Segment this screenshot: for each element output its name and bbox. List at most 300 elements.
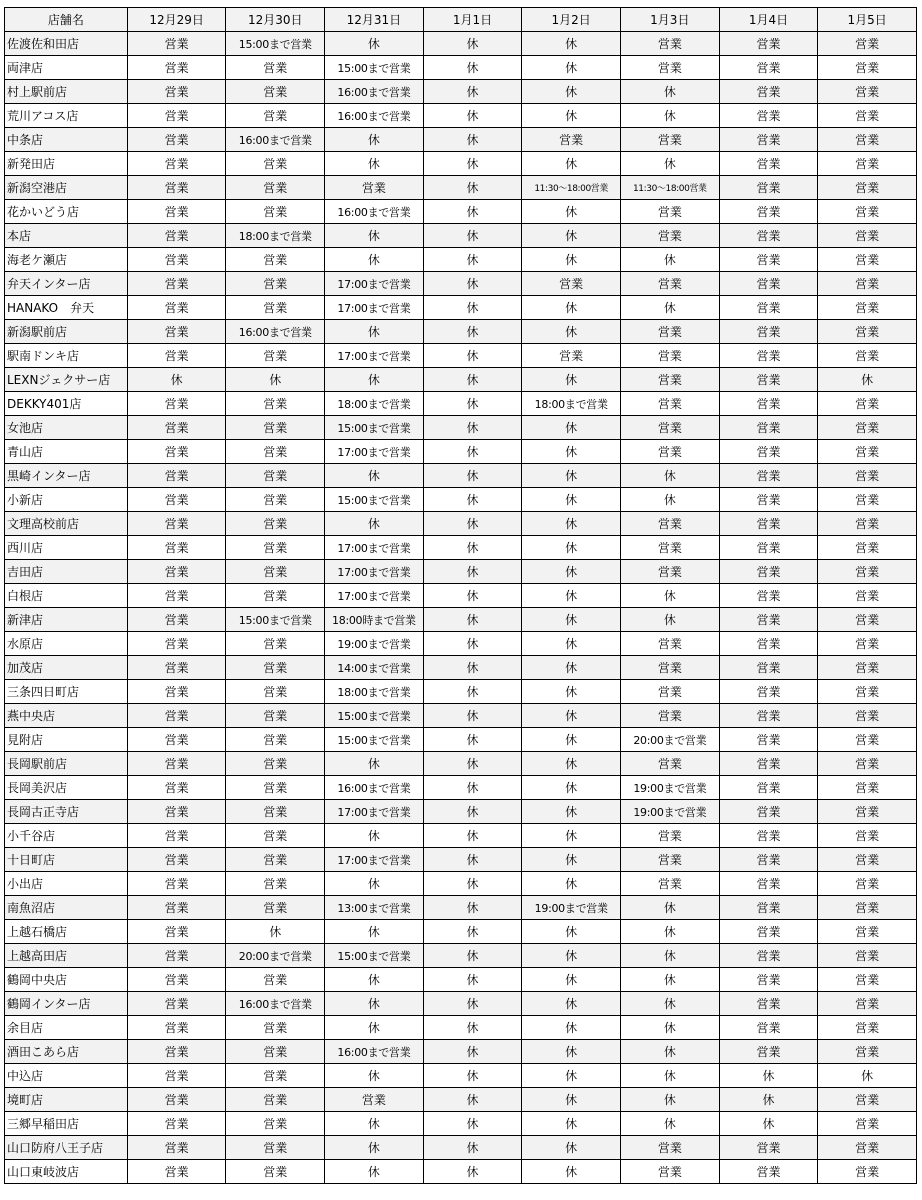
- hours-cell: 営業: [719, 200, 818, 224]
- header-date: 12月30日: [226, 8, 325, 32]
- hours-cell: 休: [325, 1160, 424, 1184]
- hours-cell: 営業: [127, 176, 226, 200]
- hours-cell: 営業: [226, 464, 325, 488]
- hours-cell: 営業: [818, 1160, 917, 1184]
- hours-cell: 営業: [226, 1136, 325, 1160]
- hours-cell: 営業: [719, 872, 818, 896]
- hours-cell: 営業: [818, 440, 917, 464]
- hours-cell: 休: [621, 1016, 720, 1040]
- hours-cell: 営業: [719, 488, 818, 512]
- hours-cell: 17:00まで営業: [325, 848, 424, 872]
- hours-cell: 休: [522, 1112, 621, 1136]
- hours-cell: 休: [719, 1064, 818, 1088]
- hours-cell: 休: [325, 920, 424, 944]
- hours-cell: 休: [423, 560, 522, 584]
- hours-cell: 休: [522, 560, 621, 584]
- hours-cell: 営業: [226, 1160, 325, 1184]
- hours-cell: 営業: [127, 104, 226, 128]
- hours-cell: 休: [423, 824, 522, 848]
- hours-cell: 営業: [818, 800, 917, 824]
- hours-cell: 休: [621, 968, 720, 992]
- hours-cell: 営業: [621, 752, 720, 776]
- hours-cell: 営業: [226, 776, 325, 800]
- hours-cell: 営業: [127, 320, 226, 344]
- hours-cell: 19:00まで営業: [522, 896, 621, 920]
- store-name-cell: 白根店: [5, 584, 128, 608]
- hours-cell: 営業: [226, 1064, 325, 1088]
- hours-cell: 営業: [522, 272, 621, 296]
- hours-cell: 休: [423, 464, 522, 488]
- hours-cell: 営業: [127, 704, 226, 728]
- table-row: [5, 176, 917, 200]
- hours-cell: 休: [423, 392, 522, 416]
- hours-cell: 営業: [818, 320, 917, 344]
- hours-cell: 18:00まで営業: [522, 392, 621, 416]
- hours-cell: 16:00まで営業: [325, 200, 424, 224]
- hours-cell: 営業: [719, 224, 818, 248]
- table-row: [5, 128, 917, 152]
- hours-cell: 営業: [127, 128, 226, 152]
- hours-cell: 18:00まで営業: [226, 224, 325, 248]
- hours-cell: 休: [325, 368, 424, 392]
- header-date: 1月3日: [621, 8, 720, 32]
- hours-cell: 営業: [719, 704, 818, 728]
- hours-cell: 15:00まで営業: [226, 32, 325, 56]
- hours-cell: 休: [423, 632, 522, 656]
- hours-cell: 休: [325, 1064, 424, 1088]
- store-name-cell: 鶴岡中央店: [5, 968, 128, 992]
- hours-cell: 営業: [719, 968, 818, 992]
- hours-cell: 休: [423, 32, 522, 56]
- hours-cell: 休: [522, 632, 621, 656]
- table-row: [5, 824, 917, 848]
- hours-cell: 営業: [127, 536, 226, 560]
- hours-cell: 休: [423, 1040, 522, 1064]
- table-row: [5, 200, 917, 224]
- table-row: [5, 368, 917, 392]
- hours-cell: 休: [621, 1064, 720, 1088]
- hours-cell: 15:00まで営業: [325, 416, 424, 440]
- hours-cell: 休: [621, 488, 720, 512]
- table-row: [5, 968, 917, 992]
- hours-cell: 営業: [226, 1112, 325, 1136]
- hours-cell: 営業: [719, 656, 818, 680]
- hours-cell: 営業: [226, 176, 325, 200]
- hours-cell: 休: [522, 944, 621, 968]
- hours-cell: 営業: [226, 272, 325, 296]
- hours-cell: 休: [423, 584, 522, 608]
- store-name-cell: 山口防府八王子店: [5, 1136, 128, 1160]
- hours-cell: 休: [522, 440, 621, 464]
- hours-cell: 休: [522, 608, 621, 632]
- hours-cell: 営業: [127, 200, 226, 224]
- hours-cell: 営業: [226, 560, 325, 584]
- hours-cell: 休: [522, 488, 621, 512]
- hours-cell: 休: [325, 992, 424, 1016]
- hours-cell: 営業: [226, 104, 325, 128]
- hours-cell: 営業: [127, 152, 226, 176]
- store-name-cell: 燕中央店: [5, 704, 128, 728]
- store-name-cell: 十日町店: [5, 848, 128, 872]
- hours-cell: 営業: [719, 104, 818, 128]
- hours-cell: 休: [818, 1064, 917, 1088]
- store-name-cell: 西川店: [5, 536, 128, 560]
- holiday-hours-sheet: [4, 7, 917, 1184]
- hours-cell: 営業: [226, 416, 325, 440]
- hours-cell: 営業: [621, 824, 720, 848]
- hours-cell: 休: [423, 944, 522, 968]
- hours-cell: 休: [522, 656, 621, 680]
- hours-cell: 休: [423, 776, 522, 800]
- hours-cell: 営業: [719, 176, 818, 200]
- hours-cell: 営業: [818, 992, 917, 1016]
- hours-cell: 18:00まで営業: [325, 680, 424, 704]
- store-name-cell: 上越高田店: [5, 944, 128, 968]
- hours-cell: 営業: [127, 872, 226, 896]
- hours-cell: 15:00まで営業: [325, 704, 424, 728]
- hours-cell: 営業: [226, 632, 325, 656]
- hours-cell: 16:00まで営業: [325, 80, 424, 104]
- hours-cell: 営業: [719, 800, 818, 824]
- store-name-cell: 中込店: [5, 1064, 128, 1088]
- hours-cell: 16:00まで営業: [226, 128, 325, 152]
- holiday-hours-table: [4, 7, 917, 1184]
- store-name-cell: 小千谷店: [5, 824, 128, 848]
- hours-cell: 営業: [719, 560, 818, 584]
- store-name-cell: 文理高校前店: [5, 512, 128, 536]
- table-row: [5, 632, 917, 656]
- hours-cell: 営業: [226, 440, 325, 464]
- hours-cell: 休: [522, 800, 621, 824]
- hours-cell: 営業: [226, 680, 325, 704]
- hours-cell: 営業: [226, 56, 325, 80]
- hours-cell: 営業: [719, 1016, 818, 1040]
- hours-cell: 営業: [127, 416, 226, 440]
- hours-cell: 営業: [818, 1040, 917, 1064]
- hours-cell: 休: [325, 128, 424, 152]
- hours-cell: 休: [522, 992, 621, 1016]
- table-row: [5, 488, 917, 512]
- hours-cell: 営業: [127, 608, 226, 632]
- hours-cell: 営業: [127, 560, 226, 584]
- hours-cell: 営業: [522, 128, 621, 152]
- hours-cell: 営業: [127, 896, 226, 920]
- store-name-cell: 境町店: [5, 1088, 128, 1112]
- hours-cell: 営業: [226, 728, 325, 752]
- hours-cell: 営業: [818, 776, 917, 800]
- table-row: [5, 80, 917, 104]
- hours-cell: 休: [818, 368, 917, 392]
- table-row: [5, 440, 917, 464]
- hours-cell: 営業: [226, 896, 325, 920]
- hours-cell: 営業: [127, 272, 226, 296]
- store-name-cell: 新発田店: [5, 152, 128, 176]
- table-row: [5, 392, 917, 416]
- hours-cell: 休: [325, 872, 424, 896]
- table-row: [5, 656, 917, 680]
- hours-cell: 休: [423, 680, 522, 704]
- store-name-cell: 弁天インター店: [5, 272, 128, 296]
- hours-cell: 休: [423, 920, 522, 944]
- hours-cell: 営業: [127, 80, 226, 104]
- hours-cell: 営業: [226, 344, 325, 368]
- hours-cell: 休: [423, 128, 522, 152]
- hours-cell: 休: [423, 1160, 522, 1184]
- hours-cell: 営業: [818, 296, 917, 320]
- store-name-cell: 上越石橋店: [5, 920, 128, 944]
- hours-cell: 営業: [226, 656, 325, 680]
- hours-cell: 18:00まで営業: [325, 392, 424, 416]
- hours-cell: 営業: [621, 128, 720, 152]
- table-row: [5, 992, 917, 1016]
- hours-cell: 休: [423, 704, 522, 728]
- hours-cell: 休: [325, 1016, 424, 1040]
- hours-cell: 営業: [127, 344, 226, 368]
- hours-cell: 営業: [522, 344, 621, 368]
- hours-cell: 休: [325, 464, 424, 488]
- hours-cell: 休: [522, 728, 621, 752]
- store-name-cell: 余目店: [5, 1016, 128, 1040]
- hours-cell: 営業: [818, 608, 917, 632]
- table-row: [5, 848, 917, 872]
- hours-cell: 16:00まで営業: [325, 104, 424, 128]
- table-row: [5, 464, 917, 488]
- store-name-cell: 新潟空港店: [5, 176, 128, 200]
- hours-cell: 営業: [818, 32, 917, 56]
- table-row: [5, 32, 917, 56]
- hours-cell: 営業: [226, 824, 325, 848]
- store-name-cell: 本店: [5, 224, 128, 248]
- hours-cell: 営業: [818, 344, 917, 368]
- hours-cell: 営業: [719, 992, 818, 1016]
- hours-cell: 営業: [719, 536, 818, 560]
- hours-cell: 13:00まで営業: [325, 896, 424, 920]
- table-row: [5, 1112, 917, 1136]
- hours-cell: 営業: [127, 488, 226, 512]
- store-name-cell: 三郷早稲田店: [5, 1112, 128, 1136]
- hours-cell: 営業: [719, 272, 818, 296]
- store-name-cell: 見附店: [5, 728, 128, 752]
- hours-cell: 営業: [127, 512, 226, 536]
- hours-cell: 営業: [226, 512, 325, 536]
- hours-cell: 営業: [226, 800, 325, 824]
- hours-cell: 休: [423, 80, 522, 104]
- hours-cell: 営業: [127, 632, 226, 656]
- store-name-cell: 長岡古正寺店: [5, 800, 128, 824]
- hours-cell: 休: [423, 1112, 522, 1136]
- hours-cell: 営業: [226, 152, 325, 176]
- store-name-cell: 佐渡佐和田店: [5, 32, 128, 56]
- hours-cell: 休: [522, 368, 621, 392]
- store-name-cell: 海老ケ瀬店: [5, 248, 128, 272]
- hours-cell: 休: [325, 152, 424, 176]
- hours-cell: 営業: [818, 680, 917, 704]
- hours-cell: 営業: [818, 656, 917, 680]
- table-row: [5, 224, 917, 248]
- hours-cell: 休: [522, 968, 621, 992]
- store-name-cell: 村上駅前店: [5, 80, 128, 104]
- hours-cell: 営業: [818, 920, 917, 944]
- hours-cell: 営業: [127, 1112, 226, 1136]
- hours-cell: 休: [423, 848, 522, 872]
- header-date: 1月2日: [522, 8, 621, 32]
- table-row: [5, 1088, 917, 1112]
- hours-cell: 休: [325, 1112, 424, 1136]
- hours-cell: 休: [522, 584, 621, 608]
- hours-cell: 営業: [719, 80, 818, 104]
- hours-cell: 休: [522, 776, 621, 800]
- hours-cell: 営業: [818, 104, 917, 128]
- hours-cell: 15:00まで営業: [325, 56, 424, 80]
- hours-cell: 営業: [621, 872, 720, 896]
- hours-cell: 休: [423, 440, 522, 464]
- hours-cell: 営業: [127, 296, 226, 320]
- hours-cell: 休: [522, 224, 621, 248]
- hours-cell: 休: [522, 1064, 621, 1088]
- hours-cell: 休: [621, 608, 720, 632]
- hours-cell: 16:00まで営業: [325, 776, 424, 800]
- hours-cell: 18:00時まで営業: [325, 608, 424, 632]
- table-row: [5, 512, 917, 536]
- hours-cell: 営業: [818, 824, 917, 848]
- store-name-cell: 水原店: [5, 632, 128, 656]
- hours-cell: 営業: [127, 440, 226, 464]
- hours-cell: 休: [423, 992, 522, 1016]
- store-name-cell: 長岡美沢店: [5, 776, 128, 800]
- hours-cell: 営業: [818, 944, 917, 968]
- hours-cell: 営業: [818, 152, 917, 176]
- hours-cell: 営業: [818, 560, 917, 584]
- hours-cell: 休: [522, 920, 621, 944]
- hours-cell: 営業: [818, 848, 917, 872]
- table-row: [5, 344, 917, 368]
- hours-cell: 営業: [719, 752, 818, 776]
- hours-cell: 休: [522, 752, 621, 776]
- hours-cell: 17:00まで営業: [325, 560, 424, 584]
- store-name-cell: 南魚沼店: [5, 896, 128, 920]
- hours-cell: 休: [325, 32, 424, 56]
- hours-cell: 営業: [621, 320, 720, 344]
- hours-cell: 休: [423, 968, 522, 992]
- hours-cell: 営業: [226, 704, 325, 728]
- hours-cell: 休: [423, 176, 522, 200]
- hours-cell: 休: [423, 1136, 522, 1160]
- hours-cell: 営業: [818, 728, 917, 752]
- table-row: [5, 272, 917, 296]
- header-date: 12月29日: [127, 8, 226, 32]
- hours-cell: 休: [522, 248, 621, 272]
- hours-cell: 営業: [226, 392, 325, 416]
- store-name-cell: 小出店: [5, 872, 128, 896]
- store-name-cell: 駅南ドンキ店: [5, 344, 128, 368]
- hours-cell: 休: [522, 80, 621, 104]
- hours-cell: 営業: [127, 656, 226, 680]
- hours-cell: 休: [621, 920, 720, 944]
- hours-cell: 休: [423, 1088, 522, 1112]
- hours-cell: 休: [522, 680, 621, 704]
- hours-cell: 営業: [818, 1016, 917, 1040]
- hours-cell: 営業: [719, 416, 818, 440]
- hours-cell: 営業: [127, 56, 226, 80]
- hours-cell: 営業: [719, 584, 818, 608]
- store-name-cell: LEXNジェクサー店: [5, 368, 128, 392]
- hours-cell: 休: [423, 488, 522, 512]
- table-row: [5, 608, 917, 632]
- hours-cell: 営業: [621, 1136, 720, 1160]
- hours-cell: 休: [522, 200, 621, 224]
- hours-cell: 休: [423, 200, 522, 224]
- hours-cell: 15:00まで営業: [325, 944, 424, 968]
- hours-cell: 営業: [127, 800, 226, 824]
- hours-cell: 営業: [719, 824, 818, 848]
- hours-cell: 20:00まで営業: [226, 944, 325, 968]
- hours-cell: 休: [127, 368, 226, 392]
- hours-cell: 休: [522, 1136, 621, 1160]
- hours-cell: 営業: [127, 944, 226, 968]
- hours-cell: 営業: [719, 320, 818, 344]
- hours-cell: 休: [423, 608, 522, 632]
- hours-cell: 休: [325, 968, 424, 992]
- hours-cell: 営業: [127, 824, 226, 848]
- hours-cell: 休: [621, 992, 720, 1016]
- hours-cell: 営業: [127, 224, 226, 248]
- header-store: 店舗名: [5, 8, 128, 32]
- hours-cell: 休: [621, 896, 720, 920]
- hours-cell: 営業: [719, 728, 818, 752]
- hours-cell: 営業: [621, 56, 720, 80]
- hours-cell: 休: [423, 1064, 522, 1088]
- hours-cell: 営業: [719, 1040, 818, 1064]
- hours-cell: 営業: [818, 1136, 917, 1160]
- hours-cell: 営業: [127, 32, 226, 56]
- hours-cell: 15:00まで営業: [325, 488, 424, 512]
- hours-cell: 休: [621, 1040, 720, 1064]
- table-row: [5, 152, 917, 176]
- hours-cell: 休: [719, 1112, 818, 1136]
- hours-cell: 営業: [226, 488, 325, 512]
- hours-cell: 営業: [719, 1160, 818, 1184]
- hours-cell: 営業: [226, 536, 325, 560]
- hours-cell: 営業: [127, 968, 226, 992]
- table-row: [5, 872, 917, 896]
- table-row: [5, 320, 917, 344]
- hours-cell: 営業: [127, 1160, 226, 1184]
- hours-cell: 営業: [226, 200, 325, 224]
- hours-cell: 休: [325, 1136, 424, 1160]
- store-name-cell: 荒川アコス店: [5, 104, 128, 128]
- hours-cell: 営業: [226, 872, 325, 896]
- hours-cell: 営業: [818, 392, 917, 416]
- hours-cell: 営業: [226, 1040, 325, 1064]
- hours-cell: 休: [325, 752, 424, 776]
- hours-cell: 休: [423, 104, 522, 128]
- hours-cell: 休: [522, 152, 621, 176]
- hours-cell: 営業: [719, 128, 818, 152]
- hours-cell: 営業: [621, 632, 720, 656]
- hours-cell: 17:00まで営業: [325, 272, 424, 296]
- hours-cell: 休: [325, 224, 424, 248]
- hours-cell: 営業: [818, 1112, 917, 1136]
- hours-cell: 17:00まで営業: [325, 344, 424, 368]
- hours-cell: 休: [621, 296, 720, 320]
- hours-cell: 営業: [818, 512, 917, 536]
- hours-cell: 営業: [226, 848, 325, 872]
- hours-cell: 休: [522, 824, 621, 848]
- hours-cell: 17:00まで営業: [325, 536, 424, 560]
- hours-cell: 営業: [719, 920, 818, 944]
- hours-cell: 休: [522, 1016, 621, 1040]
- hours-cell: 休: [621, 1112, 720, 1136]
